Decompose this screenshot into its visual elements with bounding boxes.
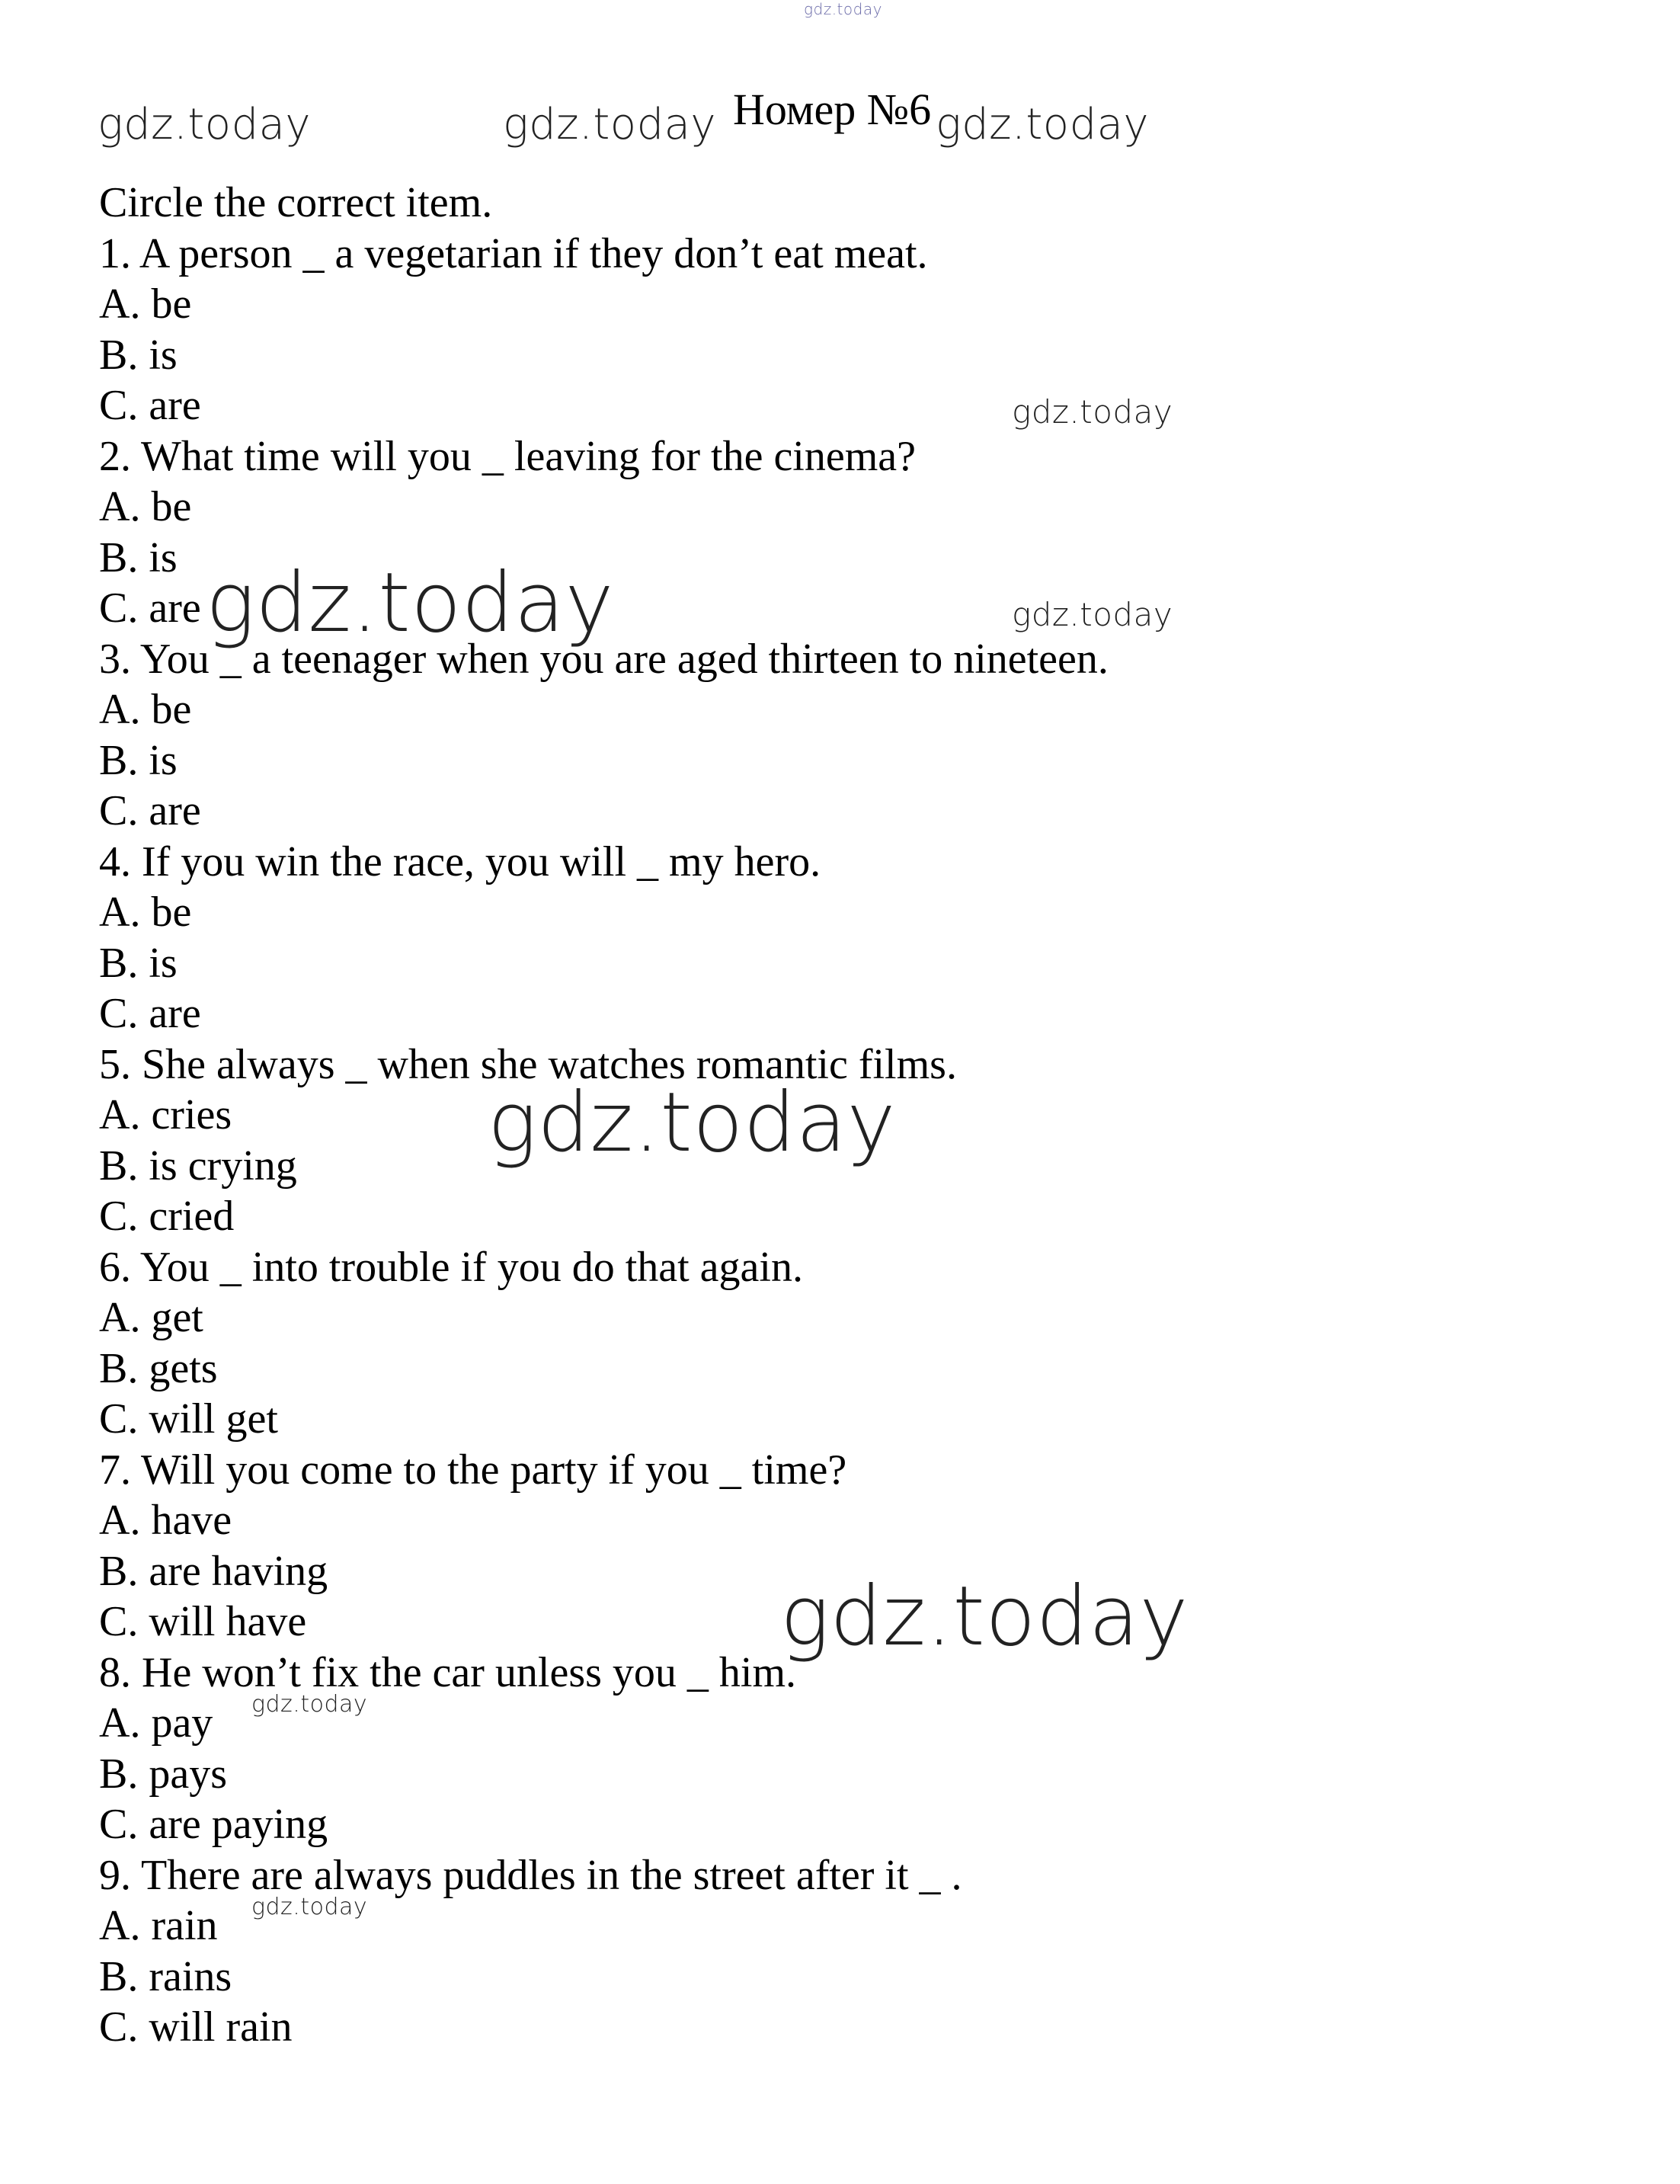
question-9-option-b[interactable]: B. rains — [99, 1952, 232, 2000]
question-6-option-c[interactable]: C. will get — [99, 1395, 278, 1443]
watermark-top: gdz.today — [804, 0, 882, 18]
question-9: 9. There are always puddles in the street after it _ . — [99, 1851, 962, 1899]
question-5: 5. She always _ when she watches romantic films. — [99, 1040, 957, 1088]
watermark-header-1: gdz.today — [98, 100, 312, 149]
question-7-option-c[interactable]: C. will have — [99, 1598, 307, 1645]
question-7-option-a[interactable]: A. have — [99, 1497, 232, 1544]
question-3-option-a[interactable]: A. be — [99, 686, 192, 733]
watermark-large-1: gdz.today — [206, 556, 614, 651]
question-1-option-a[interactable]: A. be — [99, 280, 192, 328]
question-2-option-b[interactable]: B. is — [99, 533, 178, 581]
question-8-option-b[interactable]: B. pays — [99, 1750, 227, 1798]
question-2-option-a[interactable]: A. be — [99, 483, 192, 530]
question-2: 2. What time will you _ leaving for the cinema? — [99, 432, 916, 480]
question-1-option-c[interactable]: C. are — [99, 382, 201, 429]
question-7-option-b[interactable]: B. are having — [99, 1547, 328, 1595]
question-3-option-b[interactable]: B. is — [99, 736, 178, 784]
question-8: 8. He won’t fix the car unless you _ him. — [99, 1648, 797, 1696]
question-4: 4. If you win the race, you will _ my hero. — [99, 837, 821, 885]
question-8-option-a[interactable]: A. pay — [99, 1699, 213, 1747]
watermark-small-1: gdz.today — [251, 1691, 368, 1718]
question-2-option-c[interactable]: C. are — [99, 584, 201, 632]
question-9-option-a[interactable]: A. rain — [99, 1902, 218, 1949]
question-6-option-b[interactable]: B. gets — [99, 1344, 218, 1392]
question-5-option-b[interactable]: B. is crying — [99, 1142, 297, 1190]
watermark-large-2: gdz.today — [488, 1075, 896, 1170]
question-4-option-b[interactable]: B. is — [99, 939, 178, 987]
page-title: Номер №6 — [733, 85, 932, 134]
question-4-option-c[interactable]: C. are — [99, 990, 201, 1037]
watermark-header-2: gdz.today — [503, 100, 717, 149]
question-8-option-c[interactable]: C. are paying — [99, 1801, 328, 1848]
watermark-header-3: gdz.today — [936, 100, 1150, 149]
question-3: 3. You _ a teenager when you are aged thirteen to nineteen. — [99, 635, 1109, 683]
question-5-option-a[interactable]: A. cries — [99, 1091, 232, 1138]
question-1: 1. A person _ a vegetarian if they don’t eat meat. — [99, 229, 928, 277]
watermark-side-2: gdz.today — [1012, 596, 1173, 633]
question-6: 6. You _ into trouble if you do that again. — [99, 1243, 803, 1291]
question-1-option-b[interactable]: B. is — [99, 331, 178, 379]
question-3-option-c[interactable]: C. are — [99, 787, 201, 834]
instruction: Circle the correct item. — [99, 179, 493, 226]
watermark-large-3: gdz.today — [780, 1569, 1189, 1664]
question-5-option-c[interactable]: C. cried — [99, 1193, 235, 1240]
question-7: 7. Will you come to the party if you _ time? — [99, 1446, 847, 1494]
question-6-option-a[interactable]: A. get — [99, 1294, 203, 1341]
question-4-option-a[interactable]: A. be — [99, 889, 192, 936]
watermark-side-1: gdz.today — [1012, 393, 1173, 431]
question-9-option-c[interactable]: C. will rain — [99, 2003, 293, 2051]
watermark-small-2: gdz.today — [251, 1894, 368, 1920]
